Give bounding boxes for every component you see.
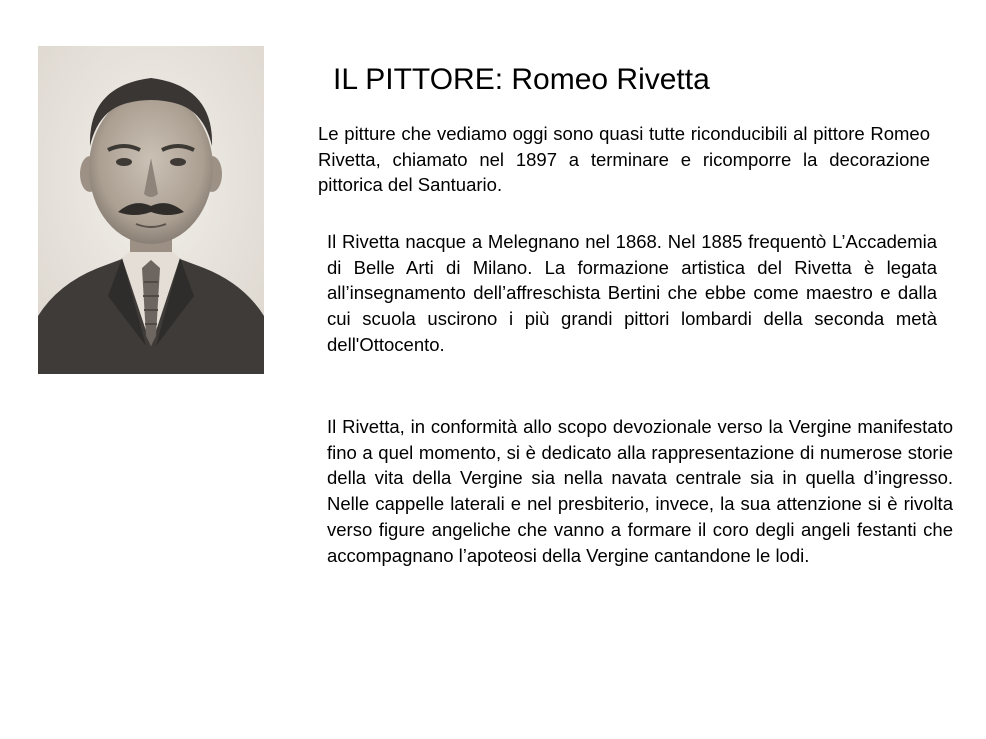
biography-paragraph: Il Rivetta nacque a Melegnano nel 1868. Nel 1885 frequentò L’Accademia di Belle Arti di Milano. La formazione artistica del Rivetta è legata all’insegnamento dell’affreschista Bertini che ebbe come maestro e dalla cui scuola uscirono i più grandi pittori lombardi della seconda metà dell'Ottocento. — [327, 231, 937, 355]
intro-paragraph: Le pitture che vediamo oggi sono quasi tutte riconducibili al pittore Romeo Rivetta, chiamato nel 1897 a terminare e ricomporre la decorazione pittorica del Santuario. — [318, 123, 930, 196]
portrait-photo — [38, 46, 264, 374]
slide-title: IL PITTORE: Romeo Rivetta — [333, 63, 710, 96]
works-paragraph: Il Rivetta, in conformità allo scopo devozionale verso la Vergine manifestato fino a quel momento, si è dedicato alla rappresentazione di numerose storie della vita della Vergine sia nella navata centrale sia in quella d’ingresso. Nelle cappelle laterali e nel presbiterio, invece, la sua attenzione si è rivolta verso figure angeliche che vanno a formare il coro degli angeli festanti che accompagnano l’apoteosi della Vergine cantandone le lodi. — [327, 416, 953, 566]
portrait-illustration — [38, 46, 264, 374]
